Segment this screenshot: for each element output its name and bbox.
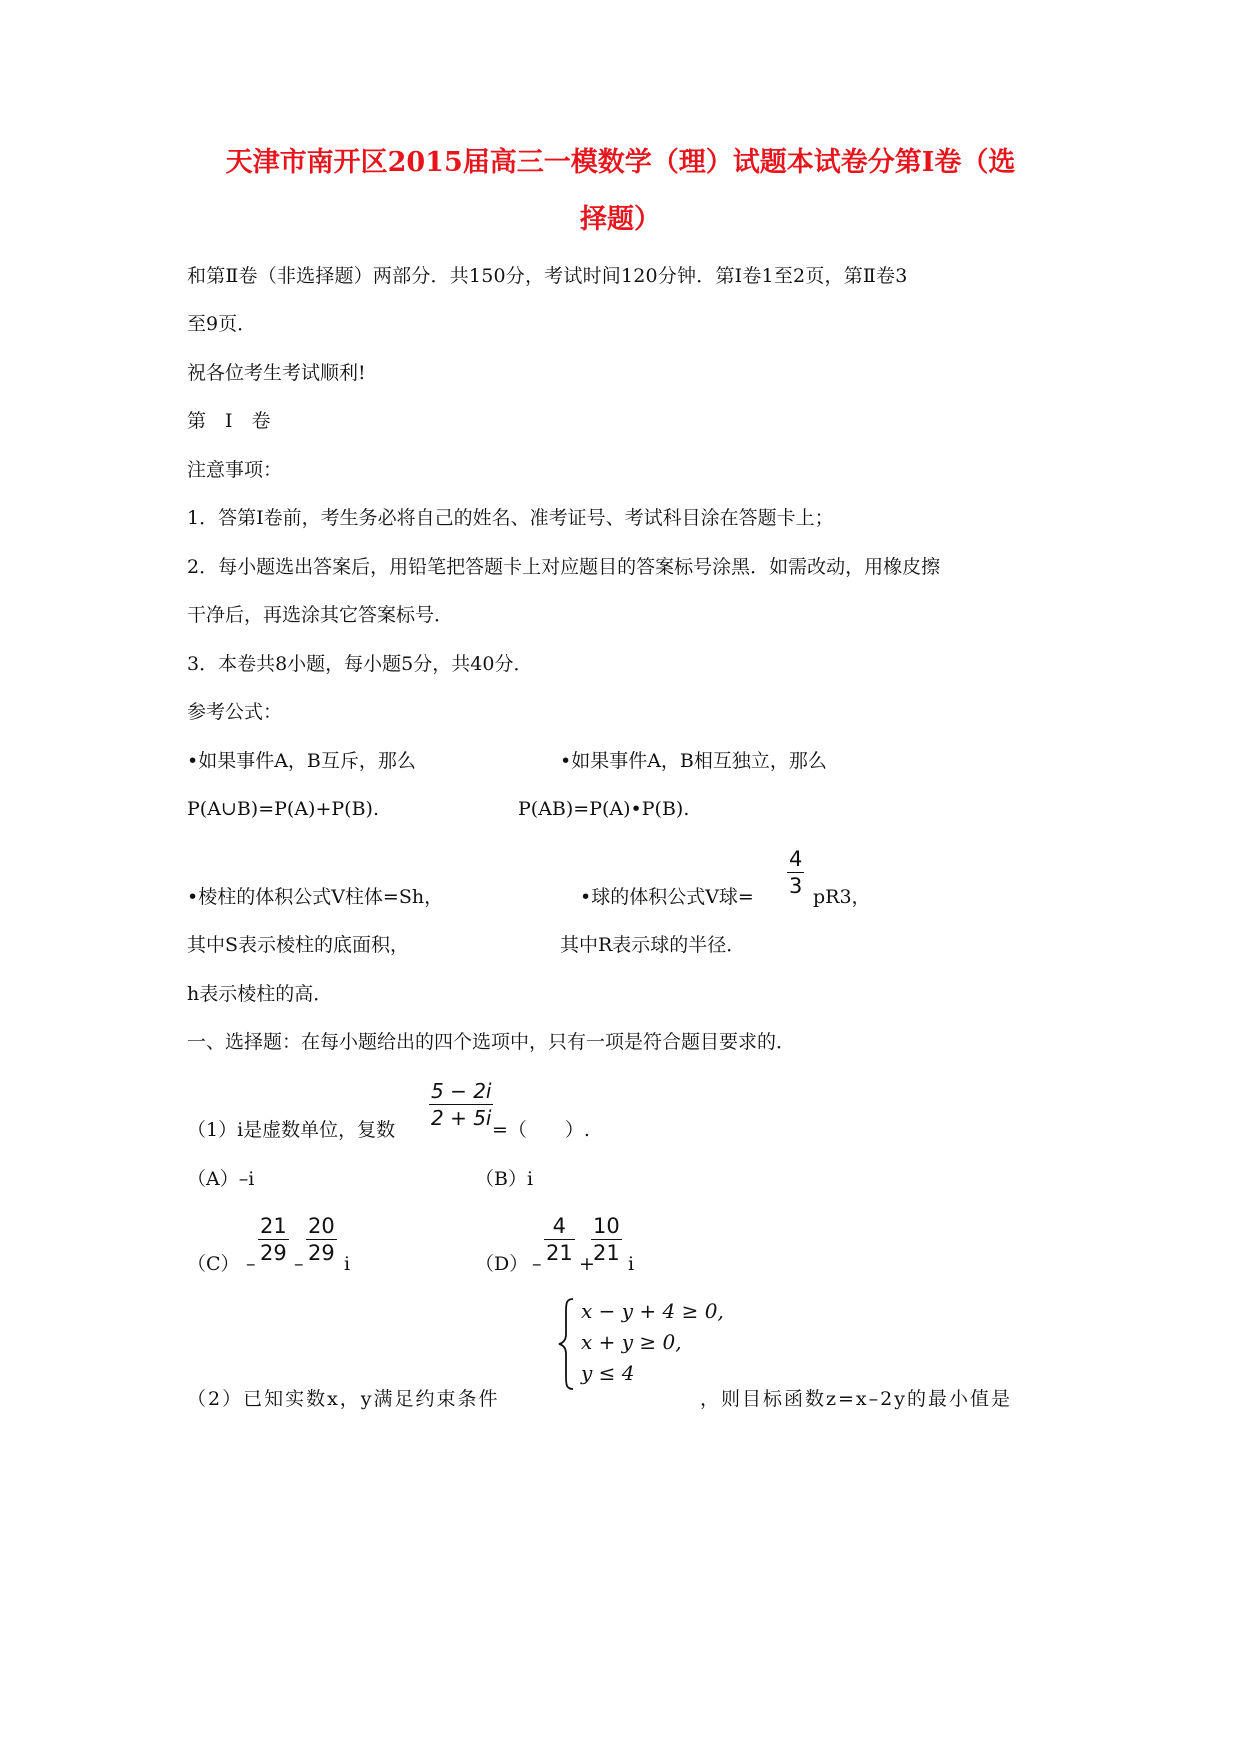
q1-stem-suffix: =（ ）. (492, 1119, 590, 1141)
q1-option-c-tail: i (344, 1253, 351, 1275)
formula-right-3-suffix: pR3， (813, 886, 871, 908)
formula-left-4: 其中S表示棱柱的底面积， (187, 934, 410, 956)
fraction-numerator: 10 (593, 1214, 620, 1238)
intro-line2: 至9页． (187, 313, 257, 335)
formula-left-2: P(A∪B)=P(A)+P(B). (187, 798, 379, 820)
q1-fraction-numerator: 5 − 2i (431, 1079, 492, 1103)
document-title-line2: 择题） (580, 204, 661, 235)
intro-wish: 祝各位考生考试顺利! (187, 362, 366, 384)
left-brace-icon (557, 1296, 579, 1392)
notes-item-2-line2: 干净后，再选涂其它答案标号． (187, 604, 454, 626)
q2-constraint-3: y ≤ 4 (581, 1361, 635, 1385)
q1-option-b: （B）i (475, 1168, 534, 1190)
formulas-heading: 参考公式： (187, 701, 283, 723)
notes-heading: 注意事项： (187, 459, 283, 481)
q1-option-c-sign1: – (246, 1253, 256, 1275)
fraction-numerator: 21 (260, 1214, 287, 1238)
notes-item-1: 1．答第Ⅰ卷前，考生务必将自己的姓名、准考证号、考试科目涂在答题卡上； (187, 507, 834, 529)
q1-fraction-denominator: 2 + 5i (431, 1106, 492, 1130)
q1-option-d-fraction-2 (591, 1213, 622, 1266)
q2-constraint-2: x + y ≥ 0, (581, 1330, 682, 1354)
fraction-denominator: 21 (593, 1241, 620, 1265)
q2-constraint-system (557, 1296, 724, 1392)
intro-line1: 和第Ⅱ卷（非选择题）两部分．共150分，考试时间120分钟．第Ⅰ卷1至2页，第Ⅱ卷3 (187, 265, 908, 287)
sphere-volume-fraction (787, 846, 804, 899)
formula-right-2: P(AB)=P(A)•P(B). (518, 798, 690, 820)
q1-option-d-sign2: + (579, 1253, 595, 1275)
q1-option-d-tail: i (628, 1253, 635, 1275)
fraction-denominator: 29 (308, 1241, 335, 1265)
notes-item-2-line1: 2．每小题选出答案后，用铅笔把答题卡上对应题目的答案标号涂黑．如需改动，用橡皮擦 (187, 556, 941, 578)
document-title-line1: 天津市南开区2015届高三一模数学（理）试题本试卷分第Ⅰ卷（选 (225, 147, 1016, 178)
q1-option-d-label: （D） (475, 1253, 529, 1275)
formula-right-3-prefix: •球的体积公式V球= (580, 886, 754, 908)
part1-heading: 一、选择题：在每小题给出的四个选项中，只有一项是符合题目要求的． (187, 1031, 796, 1053)
q1-fraction (429, 1078, 493, 1131)
formula-right-1: •如果事件A，B相互独立，那么 (560, 750, 827, 772)
q1-option-c-fraction-1 (258, 1213, 289, 1266)
formula-left-5: h表示棱柱的高． (187, 983, 333, 1005)
q1-option-d-sign1: – (532, 1253, 542, 1275)
notes-item-3: 3．本卷共8小题，每小题5分，共40分． (187, 653, 533, 675)
fraction-numerator: 4 (552, 1214, 567, 1238)
q1-option-a: （A）–i (187, 1168, 255, 1190)
formula-left-3: •棱柱的体积公式V柱体=Sh， (187, 886, 444, 908)
q1-option-c-sign2: – (294, 1253, 304, 1275)
q1-option-c-fraction-2 (306, 1213, 337, 1266)
section-heading: 第 Ⅰ 卷 (187, 410, 271, 432)
fraction-numerator: 20 (308, 1214, 335, 1238)
q1-option-d-fraction-1 (544, 1213, 575, 1266)
q2-stem-prefix: （2）已知实数x，y满足约束条件 (187, 1388, 500, 1410)
q1-stem-prefix: （1）i是虚数单位，复数 (187, 1119, 396, 1141)
formula-left-1: •如果事件A，B互斥，那么 (187, 750, 416, 772)
q2-constraint-1: x − y + 4 ≥ 0, (581, 1299, 724, 1323)
fraction-denominator: 3 (789, 874, 803, 898)
fraction-denominator: 29 (260, 1241, 287, 1265)
formula-right-4: 其中R表示球的半径． (560, 934, 746, 956)
fraction-denominator: 21 (546, 1241, 573, 1265)
q2-stem-suffix: ，则目标函数z=x–2y的最小值是 (700, 1388, 1012, 1410)
q1-option-c-label: （C） (187, 1253, 240, 1275)
fraction-numerator: 4 (789, 847, 803, 871)
